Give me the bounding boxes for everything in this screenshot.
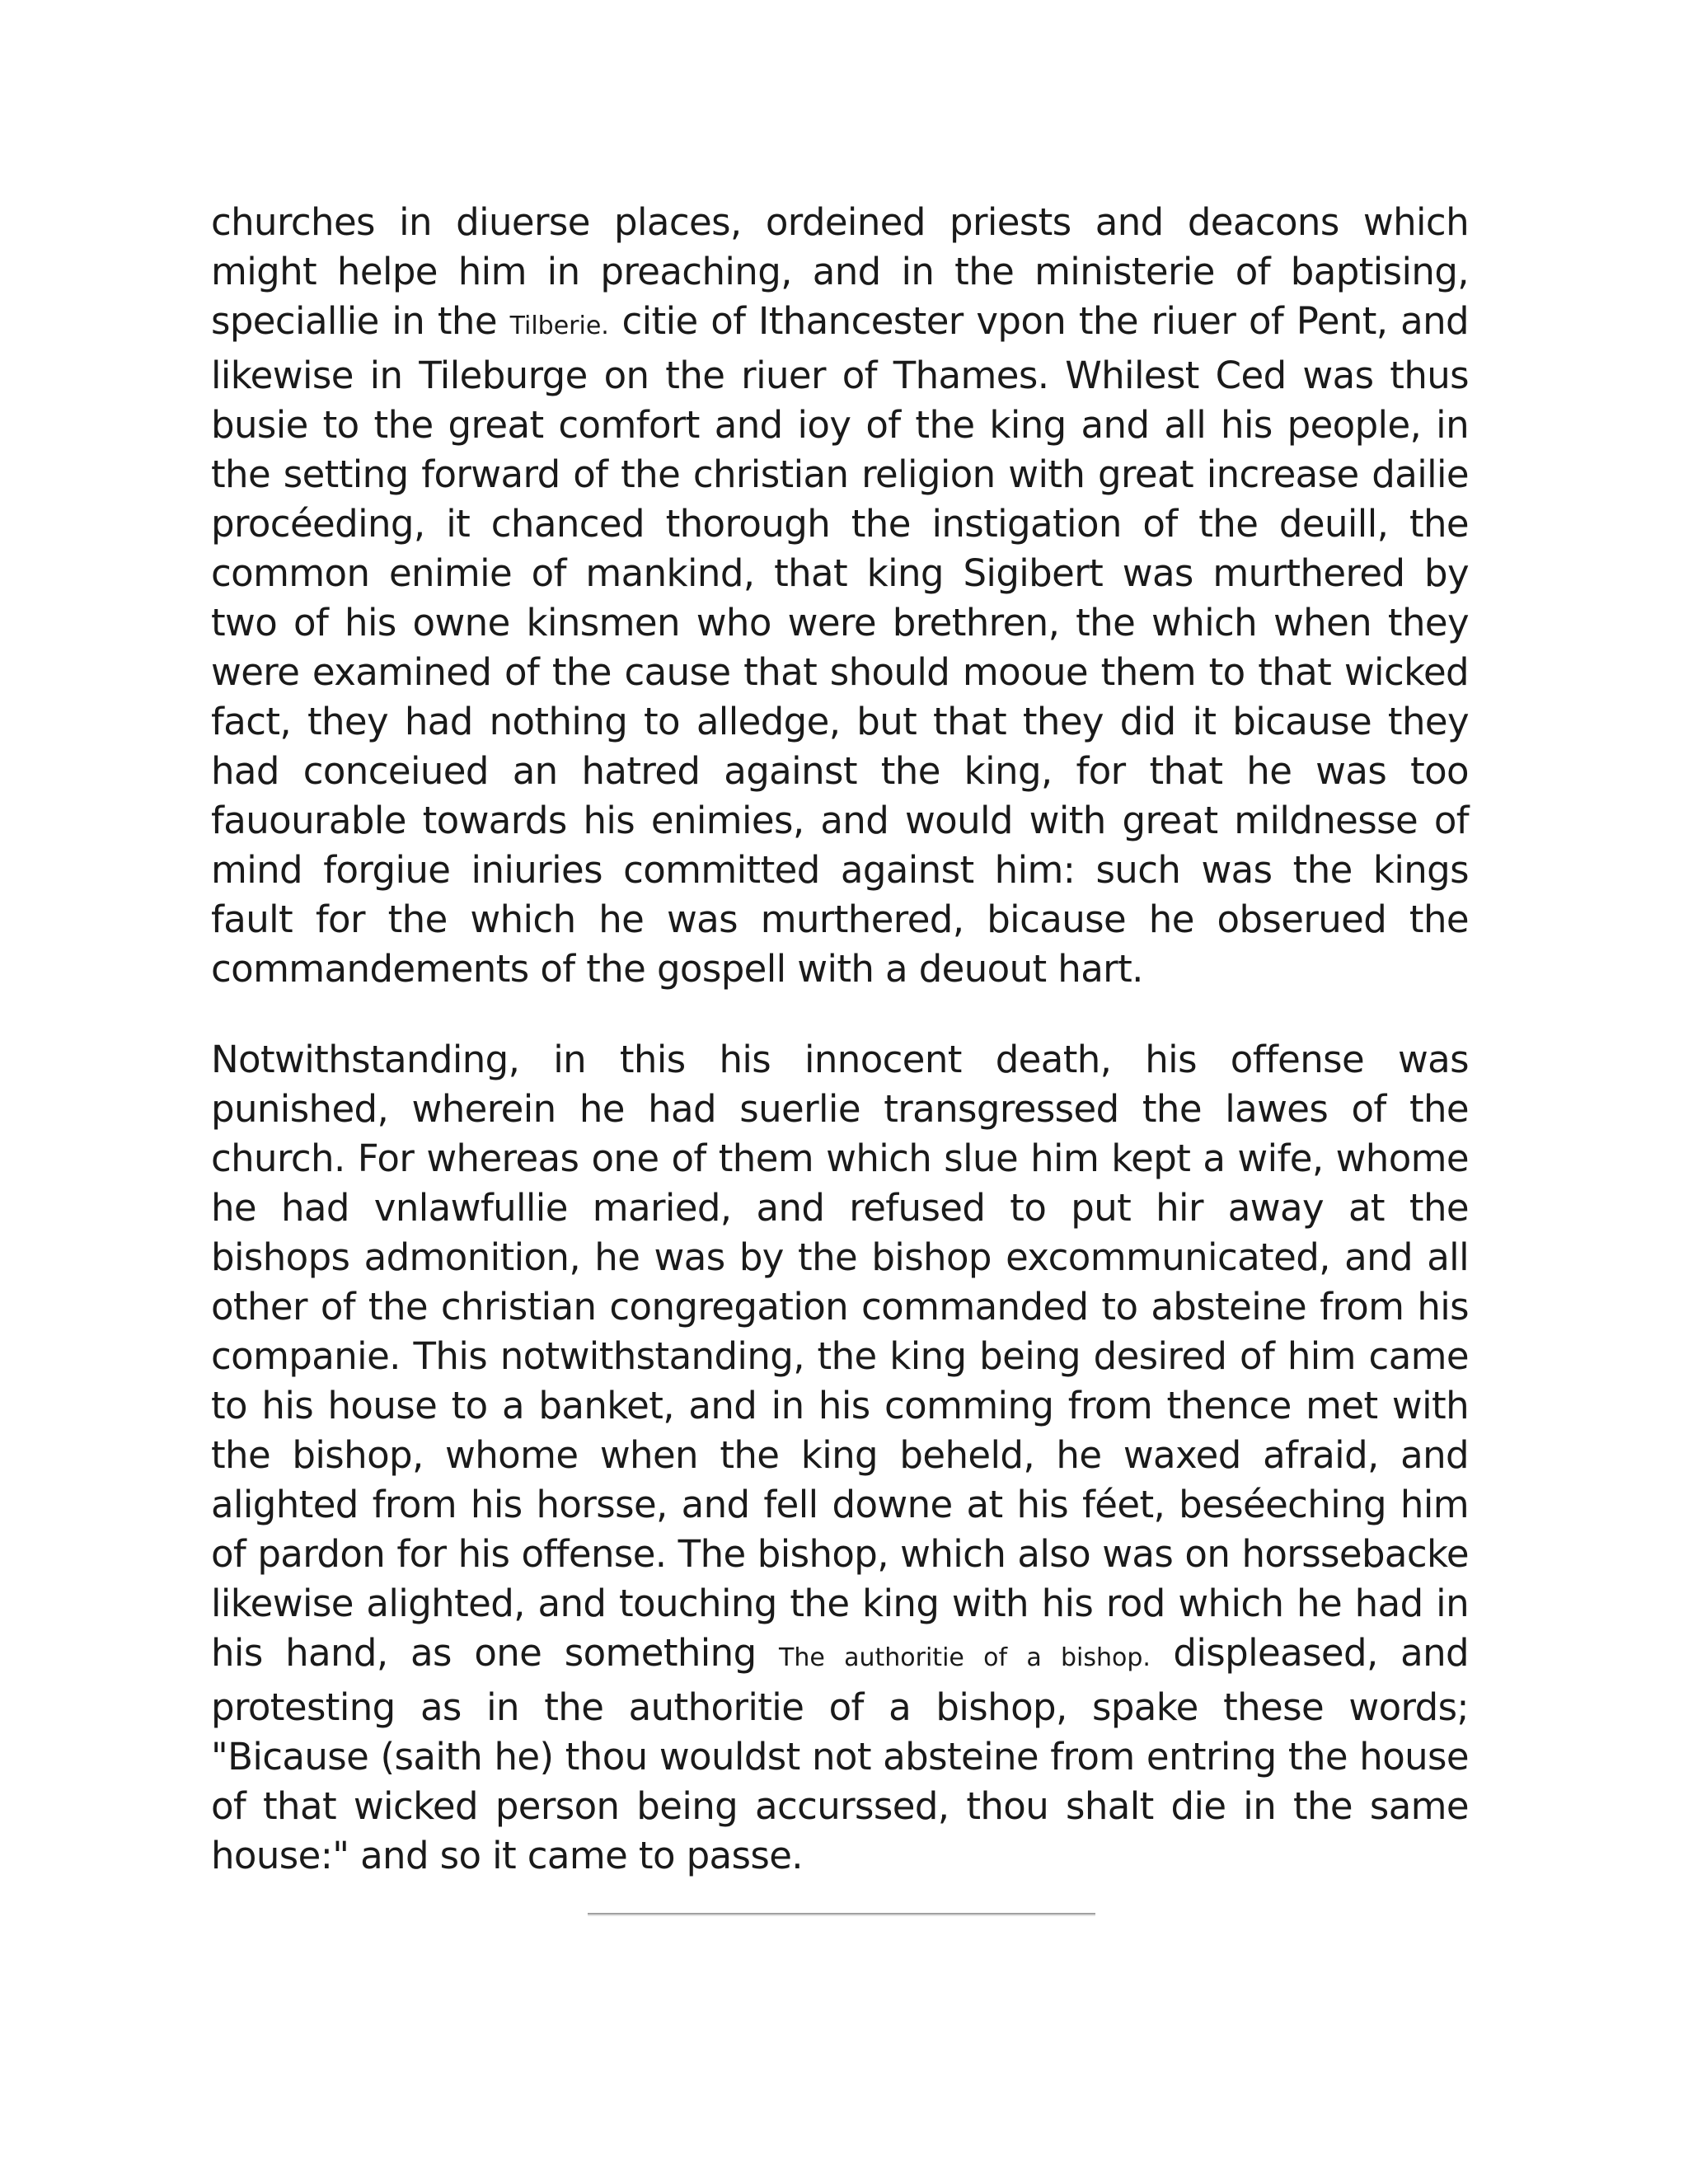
paragraph-1-text-a: churches in diuerse places, ordeined priests and deacons which might helpe him in preaching, and in the ministerie of baptising, speciallie in the (211, 200, 1469, 343)
paragraph-1 (211, 198, 1469, 994)
margin-note-tilberie: Tilberie. (509, 312, 609, 340)
paragraph-1-text-b: citie of Ithancester vpon the riuer of Pent, and likewise in Tileburge on the riuer of Thames. Whilest Ced was thus busie to the great comfort and ioy of the king and all his people, in the setting forward of the christian religion with great increase dailie procéeding, it chanced thorough the instigation of the deuill, the common enimie of mankind, that king Sigibert was murthered by two of his owne kinsmen who were brethren, the which when they were examined of the cause that should mooue them to that wicked fact, they had nothing to alledge, but that they did it bicause they had conceiued an hatred against the king, for that he was too fauourable towards his enimies, and would with great mildnesse of mind forgiue iniuries committed against him: such was the kings fault for the which he was murthered, bicause he obserued the commandements of the gospell with a deuout hart. (211, 299, 1469, 991)
margin-note-authoritie: The authoritie of a bishop. (779, 1643, 1151, 1672)
paragraph-2-text-b: displeased, and protesting as in the authoritie of a bishop, spake these words; "Bicause (saith he) thou wouldst not absteine from entring the house of that wicked person being accurssed, thou shalt die in the same house:" and so it came to passe. (211, 1631, 1469, 1877)
document-page (211, 198, 1469, 1881)
paragraph-2 (211, 1035, 1469, 1881)
horizontal-divider (588, 1913, 1095, 1916)
paragraph-2-text-a: Notwithstanding, in this his innocent death, his offense was punished, wherein he had suerlie transgressed the lawes of the church. For whereas one of them which slue him kept a wife, whome he had vnlawfullie maried, and refused to put hir away at the bishops admonition, he was by the bishop excommunicated, and all other of the christian congregation commanded to absteine from his companie. This notwithstanding, the king being desired of him came to his house to a banket, and in his comming from thence met with the bishop, whome when the king beheld, he waxed afraid, and alighted from his horsse, and fell downe at his féet, beséeching him of pardon for his offense. The bishop, which also was on horssebacke likewise alighted, and touching the king with his rod which he had in his hand, as one something (211, 1038, 1469, 1675)
